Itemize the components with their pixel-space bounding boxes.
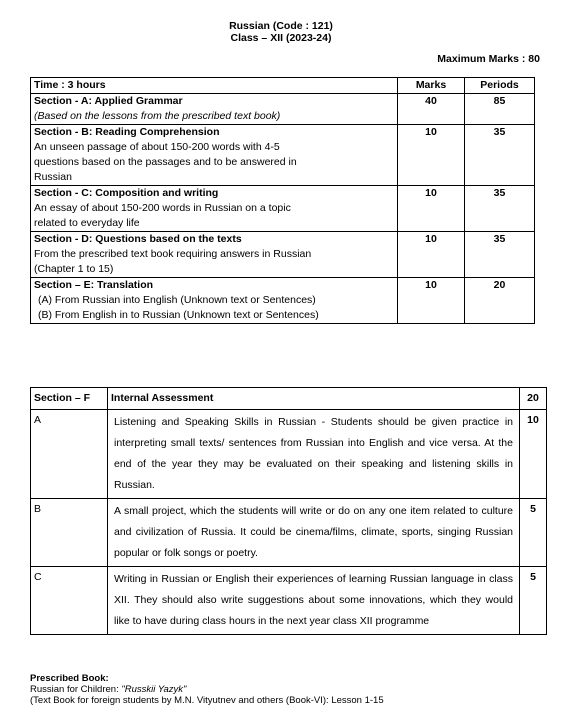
row-marks: 5 [520,567,547,635]
header-internal-assessment: Internal Assessment [108,388,520,410]
table-row [31,186,535,232]
section-desc-line: (B) From English in to Russian (Unknown text or Sentences) [38,309,319,321]
section-periods: 85 [465,94,535,125]
book-title: "Russkii Yazyk" [121,684,187,695]
section-periods: 20 [465,278,535,324]
table-row [31,278,535,324]
book-line-1 [30,684,384,695]
page-title [0,20,562,44]
header-marks: Marks [398,78,465,94]
section-title: Section - D: Questions based on the texts [34,233,242,245]
marks-distribution-table [30,77,535,324]
row-label: B [31,499,108,567]
header-periods: Periods [465,78,535,94]
table-row [31,125,535,186]
table-row [31,567,547,635]
row-description: Writing in Russian or English their experiences of learning Russian language in class XII. They should also write suggestions about some innovations, which they would like to have during class hours in the next year class XII programme [108,567,520,635]
section-title: Section - B: Reading Comprehension [34,126,220,138]
table-row [31,94,535,125]
section-desc-line: From the prescribed text book requiring answers in Russian [34,248,312,260]
section-marks: 10 [398,278,465,324]
header-section-f: Section – F [31,388,108,410]
section-title: Section – E: Translation [34,279,154,291]
table-row [31,232,535,278]
section-periods: 35 [465,232,535,278]
row-marks: 10 [520,410,547,499]
internal-assessment-table [30,387,547,635]
section-desc-line: questions based on the passages and to be answered in [34,156,297,168]
section-title: Section - C: Composition and writing [34,187,219,199]
section-periods: 35 [465,125,535,186]
section-marks: 10 [398,232,465,278]
header-time: Time : 3 hours [31,78,398,94]
table-header-row [31,78,535,94]
row-marks: 5 [520,499,547,567]
header-total-marks: 20 [520,388,547,410]
row-description: Listening and Speaking Skills in Russian - Students should be given practice in interpreting small texts/ sentences from Russian into English and vice versa. At the end of the year they may be evaluated on their speaking and listening skills in Russian. [108,410,520,499]
section-marks: 10 [398,186,465,232]
section-desc-line: (Chapter 1 to 15) [34,263,114,275]
row-label: A [31,410,108,499]
row-label: C [31,567,108,635]
table-row [31,410,547,499]
section-desc-line: An unseen passage of about 150-200 words with 4-5 [34,141,280,153]
section-desc-line: (A) From Russian into English (Unknown text or Sentences) [38,294,316,306]
book-line-1-prefix: Russian for Children: [30,684,122,695]
section-desc-line: Russian [34,171,72,183]
section-desc-line: An essay of about 150-200 words in Russian on a topic [34,202,291,214]
prescribed-book [30,673,384,706]
section-periods: 35 [465,186,535,232]
section-title: Section - A: Applied Grammar [34,95,183,107]
max-marks: Maximum Marks : 80 [437,53,540,65]
row-description: A small project, which the students will write or do on any one item related to culture and civilization of Russia. It could be cinema/films, climate, sports, singing Russian popular or folk songs or poetry. [108,499,520,567]
section-marks: 10 [398,125,465,186]
table-header-row [31,388,547,410]
section-desc-line: (Based on the lessons from the prescribed text book) [34,110,281,122]
title-line-2: Class – XII (2023-24) [230,32,332,44]
book-line-2: (Text Book for foreign students by M.N. Vityutnev and others (Book-VI): Lesson 1-15 [30,695,384,706]
title-line-1: Russian (Code : 121) [229,20,333,32]
book-heading: Prescribed Book: [30,673,109,684]
section-desc-line: related to everyday life [34,217,140,229]
section-marks: 40 [398,94,465,125]
table-row [31,499,547,567]
